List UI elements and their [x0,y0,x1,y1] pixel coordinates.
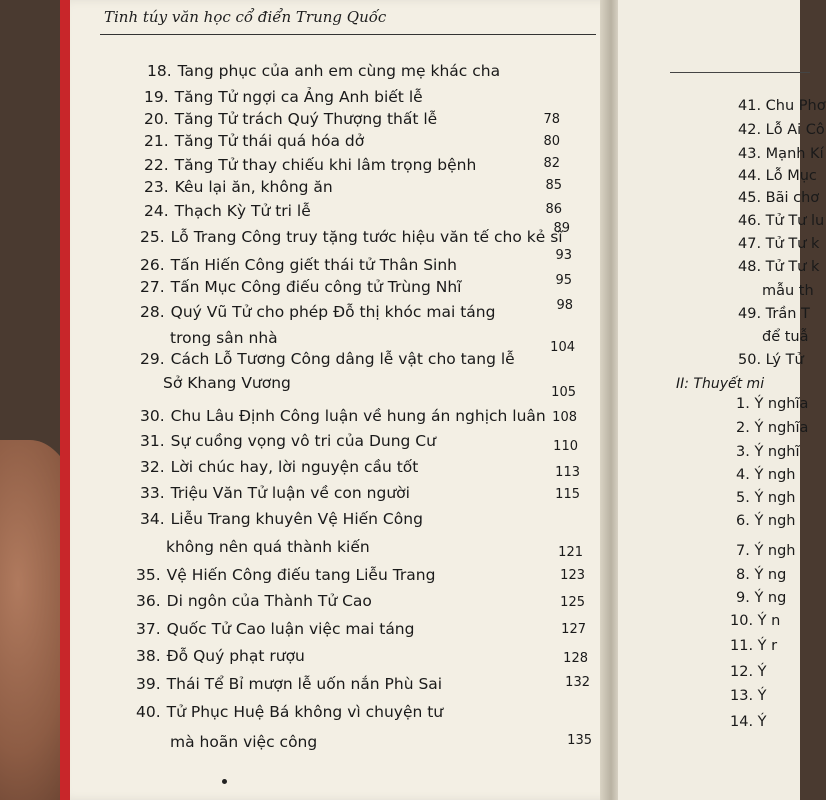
toc-page-number: 85 [545,178,562,193]
toc-entry-number: 34. [140,510,165,528]
toc-entry-title: Sự cuồng vọng vô tri của Dung Cư [170,432,436,450]
toc-entry-title: Liễu Trang khuyên Vệ Hiến Công [170,510,423,528]
toc-page-number: 105 [551,385,576,400]
toc-entry [144,178,333,196]
toc-entry-number: 28. [140,303,165,321]
toc-entry [140,228,563,246]
toc-entry-title: Kêu lại ăn, không ăn [174,178,333,196]
toc-entry-title: Quý Vũ Tử cho phép Đỗ thị khóc mai táng [170,303,496,321]
toc-entry [136,620,414,638]
toc-entry [136,566,435,584]
toc-entry-number: 39. [136,675,161,693]
toc-page-number: 123 [560,568,585,583]
toc-page-number: 125 [560,595,585,610]
toc-entry-number: 24. [144,202,169,220]
toc-page-number: 104 [550,340,575,355]
toc-entry-title: Triệu Văn Tử luận về con người [170,484,410,502]
toc-entry: 42. Lỗ Ai Cô [738,122,825,138]
toc-page-number: 113 [555,465,580,480]
toc-entry-number: 38. [136,647,161,665]
toc-entry: 48. Tử Tư k [738,259,820,275]
toc-entry-number: 20. [144,110,169,128]
toc-entry: mẫu th [762,283,814,299]
right-page-rule [670,72,810,73]
toc-entry [140,432,436,450]
toc-entry: 3. Ý nghĩ [736,444,800,460]
toc-entry-continuation: trong sân nhà [170,329,278,347]
toc-entry-continuation: Sở Khang Vương [163,374,291,392]
toc-entry-title: Tấn Hiến Công giết thái tử Thân Sinh [170,256,457,274]
toc-entry-number: 32. [140,458,165,476]
toc-entry-number: 33. [140,484,165,502]
toc-entry-number: 23. [144,178,169,196]
toc-entry-number: 19. [144,88,169,106]
toc-entry-number: 35. [136,566,161,584]
toc-entry-title: Tử Phục Huệ Bá không vì chuyện tư [166,703,444,721]
toc-page-number: 108 [552,410,577,425]
right-page [618,0,826,800]
toc-entry-title: Chu Lâu Định Công luận về hung án nghịch luân [170,407,546,425]
toc-page-number: 121 [558,545,583,560]
toc-entry-number: 18. [147,62,172,80]
toc-entry [136,647,305,665]
toc-entry-title: Thái Tể Bỉ mượn lễ uốn nắn Phù Sai [166,675,443,693]
toc-entry-title: Di ngôn của Thành Tử Cao [166,592,372,610]
toc-page-number: 98 [556,298,573,313]
toc-entry: 7. Ý ngh [736,543,796,559]
toc-entry-number: 22. [144,156,169,174]
toc-entry: 9. Ý ng [736,590,787,606]
toc-entry-title: Lỗ Trang Công truy tặng tước hiệu văn tế cho kẻ sĩ [170,228,563,246]
toc-entry [140,510,423,528]
toc-entry: để tuẫ [762,329,809,345]
toc-entry-title: Lời chúc hay, lời nguyện cầu tốt [170,458,419,476]
toc-page-number: 82 [543,156,560,171]
toc-entry [140,278,461,296]
toc-entry [144,110,437,128]
toc-entry-title: Thạch Kỳ Tử tri lễ [174,202,311,220]
toc-entry-title: Cách Lỗ Tương Công dâng lễ vật cho tang lễ [170,350,515,368]
toc-entry: 49. Trần T [738,306,810,322]
toc-page-number: 127 [561,622,586,637]
toc-entry-number: 21. [144,132,169,150]
toc-entry [144,202,311,220]
toc-entry-number: 40. [136,703,161,721]
toc-entry: 1. Ý nghĩa [736,396,809,412]
toc-entry [136,592,372,610]
toc-entry-number: 29. [140,350,165,368]
section-heading: II: Thuyết mi [676,376,765,392]
toc-page-number: 110 [553,439,578,454]
toc-page-number: 128 [563,651,588,666]
toc-entry [140,350,515,368]
toc-entry-title: Tang phục của anh em cùng mẹ khác cha [177,62,501,80]
toc-entry-title: Tăng Tử trách Quý Thượng thất lễ [174,110,438,128]
toc-entry [140,256,457,274]
toc-entry: 13. Ý [730,688,767,704]
toc-entry-title: Tăng Tử thay chiếu khi lâm trọng bệnh [174,156,477,174]
toc-entry [144,132,364,150]
toc-page-number: 93 [555,248,572,263]
toc-entry-number: 30. [140,407,165,425]
toc-entry-number: 31. [140,432,165,450]
toc-entry-title: Tăng Tử thái quá hóa dở [174,132,365,150]
toc-entry: 45. Bãi chơ [738,190,820,206]
ink-dot [222,779,227,784]
toc-entry: 44. Lỗ Mục [738,168,817,184]
toc-page-number: 80 [543,134,560,149]
toc-entry: 14. Ý [730,714,767,730]
toc-page-number: 132 [565,675,590,690]
toc-entry: 50. Lý Tử [738,352,804,368]
toc-entry [144,88,423,106]
toc-entry [136,703,443,721]
toc-entry: 12. Ý [730,664,767,680]
toc-entry-number: 36. [136,592,161,610]
toc-entry [140,458,418,476]
toc-entry-title: Vệ Hiến Công điếu tang Liễu Trang [166,566,436,584]
toc-entry: 2. Ý nghĩa [736,420,809,436]
toc-entry [140,407,546,425]
toc-entry-continuation: mà hoãn việc công [170,733,318,751]
toc-page-number: 78 [543,112,560,127]
toc-entry [140,484,410,502]
toc-entry: 4. Ý ngh [736,467,796,483]
toc-entry-number: 25. [140,228,165,246]
toc-entry-continuation: không nên quá thành kiến [166,538,370,556]
toc-entry: 41. Chu Phơ [738,98,826,114]
toc-entry [147,62,500,80]
toc-page-number: 95 [555,273,572,288]
toc-entry: 8. Ý ng [736,567,787,583]
toc-page-number: 135 [567,733,592,748]
toc-entry [136,675,442,693]
toc-entry: 5. Ý ngh [736,490,796,506]
toc-entry-title: Quốc Tử Cao luận việc mai táng [166,620,415,638]
toc-entry-title: Tăng Tử ngợi ca Ảng Anh biết lễ [174,88,423,106]
toc-entry-number: 27. [140,278,165,296]
running-head: Tinh túy văn học cổ điển Trung Quốc [104,8,387,26]
toc-entry: 11. Ý r [730,638,778,654]
toc-page-number: 86 [545,202,562,217]
toc-page-number: 115 [555,487,580,502]
toc-entry: 46. Tử Tư lu [738,213,825,229]
toc-entry: 10. Ý n [730,613,781,629]
toc-entry [144,156,476,174]
toc-entry: 47. Tử Tư k [738,236,820,252]
toc-entry: 6. Ý ngh [736,513,796,529]
toc-entry-title: Tấn Mục Công điếu công tử Trùng Nhĩ [170,278,462,296]
toc-entry-title: Đỗ Quý phạt rượu [166,647,305,665]
toc-entry [140,303,495,321]
toc-entry-number: 37. [136,620,161,638]
toc-page-number: 89 [553,221,570,236]
toc-entry-number: 26. [140,256,165,274]
toc-entry: 43. Mạnh Kí [738,146,824,162]
header-rule [100,34,596,35]
